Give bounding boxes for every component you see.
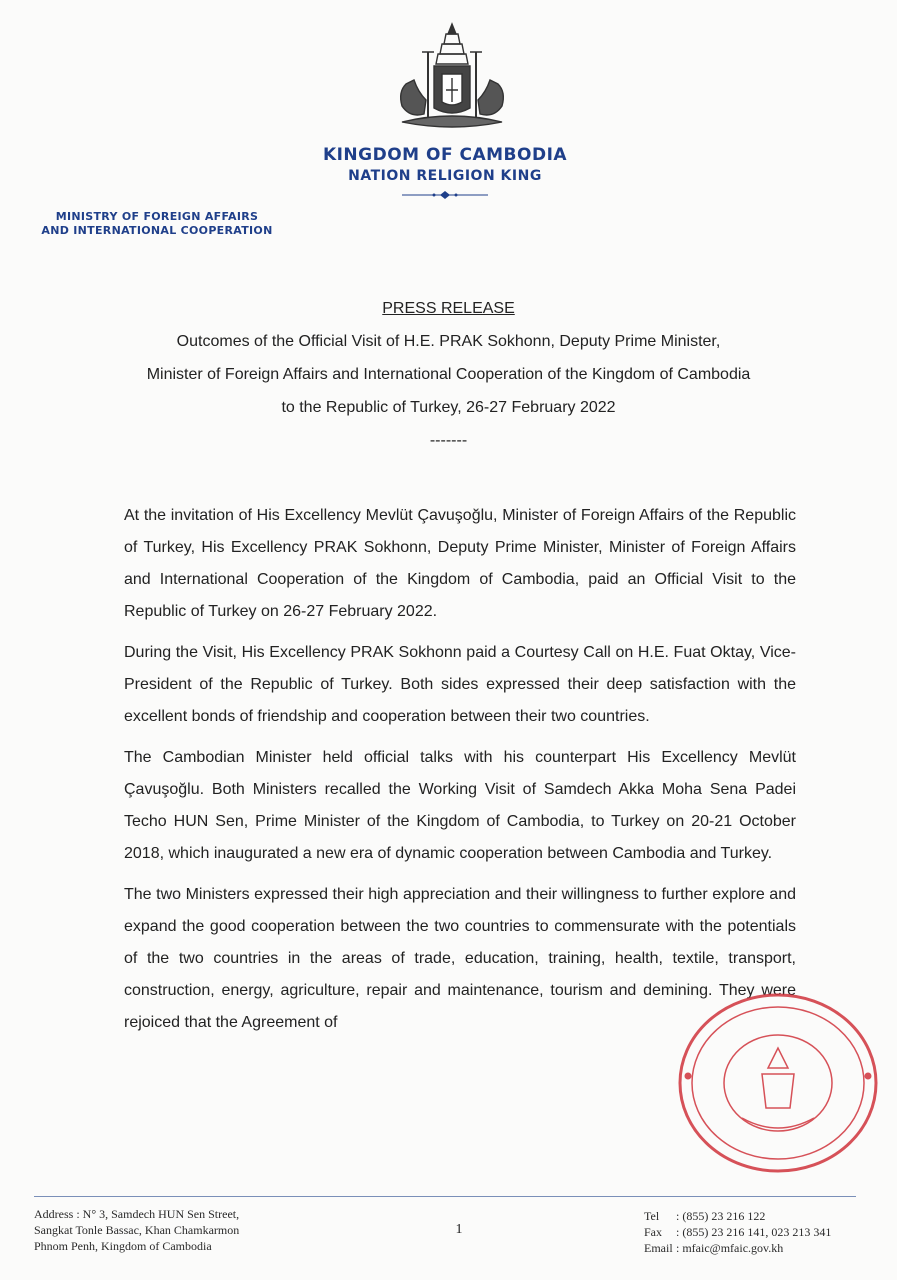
email-row xyxy=(644,1240,884,1256)
email-value: : mfaic@mfaic.gov.kh xyxy=(676,1241,784,1255)
paragraph-4: The two Ministers expressed their high appreciation and their willingness to further explore and expand the good cooperation between the two countries to commensurate with the potentials of the two countries in the areas of trade, education, training, health, textile, transport, construction, energy, agriculture, repair and maintenance, tourism and demining. They were rejoiced that the Agreement of xyxy=(124,886,796,1031)
footer-contact xyxy=(644,1208,884,1256)
ministry-line-2: AND INTERNATIONAL COOPERATION xyxy=(41,224,273,237)
paragraph-3: The Cambodian Minister held official talks with his counterpart His Excellency Mevlüt Çavuşoğlu. Both Ministers recalled the Working Visit of Samdech Akka Moha Sena Padei Techo HUN Sen, Prime Minister of the Kingdom of Cambodia, to Turkey on 20-21 October 2018, which inaugurated a new era of dynamic cooperation between Cambodia and Turkey. xyxy=(124,749,796,862)
royal-coat-of-arms-emblem xyxy=(388,22,516,138)
address-line-1: Address : N° 3, Samdech HUN Sen Street, xyxy=(34,1207,240,1221)
title-line-3: to the Republic of Turkey, 26-27 February 2022 xyxy=(281,399,616,416)
fax-value: : (855) 23 216 141, 023 213 341 xyxy=(676,1225,832,1239)
title-line-1: Outcomes of the Official Visit of H.E. PRAK Sokhonn, Deputy Prime Minister, xyxy=(176,333,721,350)
tel-row xyxy=(644,1208,884,1224)
fax-row xyxy=(644,1224,884,1240)
tel-label: Tel xyxy=(644,1209,660,1223)
press-release-heading xyxy=(60,292,837,457)
press-release-body xyxy=(124,500,796,1048)
kingdom-name: KINGDOM OF CAMBODIA xyxy=(322,145,568,165)
title-line-2: Minister of Foreign Affairs and International Cooperation of the Kingdom of Cambodia xyxy=(146,366,751,383)
ministry-line-1: MINISTRY OF FOREIGN AFFAIRS xyxy=(55,210,259,223)
email-label: Email xyxy=(644,1241,673,1255)
address-line-2: Sangkat Tonle Bassac, Khan Chamkarmon xyxy=(34,1223,240,1237)
paragraph-2: During the Visit, His Excellency PRAK Sokhonn paid a Courtesy Call on H.E. Fuat Oktay, Vice-President of the Republic of Turkey. Both sides expressed their deep satisfaction with the excellent bonds of friendship and cooperation between their two countries. xyxy=(124,644,796,725)
paragraph-1: At the invitation of His Excellency Mevlüt Çavuşoğlu, Minister of Foreign Affairs of the Republic of Turkey, His Excellency PRAK Sokhonn, Deputy Prime Minister, Minister of Foreign Affairs and International Cooperation of the Kingdom of Cambodia, paid an Official Visit to the Republic of Turkey on 26-27 February 2022. xyxy=(124,507,796,620)
heading-separator: ------- xyxy=(429,432,468,449)
national-motto: NATION RELIGION KING xyxy=(348,168,542,184)
fax-label: Fax xyxy=(644,1225,662,1239)
address-line-3: Phnom Penh, Kingdom of Cambodia xyxy=(34,1239,212,1253)
kingdom-title-block xyxy=(300,145,590,184)
ministry-name xyxy=(22,210,292,238)
press-release-label: PRESS RELEASE xyxy=(382,300,515,317)
footer-divider xyxy=(34,1196,856,1197)
footer-address xyxy=(34,1206,334,1254)
official-stamp-seal-icon xyxy=(672,988,880,1178)
tel-value: : (855) 23 216 122 xyxy=(676,1209,766,1223)
page-number: 1 xyxy=(455,1222,463,1237)
ornament-divider-icon xyxy=(400,190,490,200)
